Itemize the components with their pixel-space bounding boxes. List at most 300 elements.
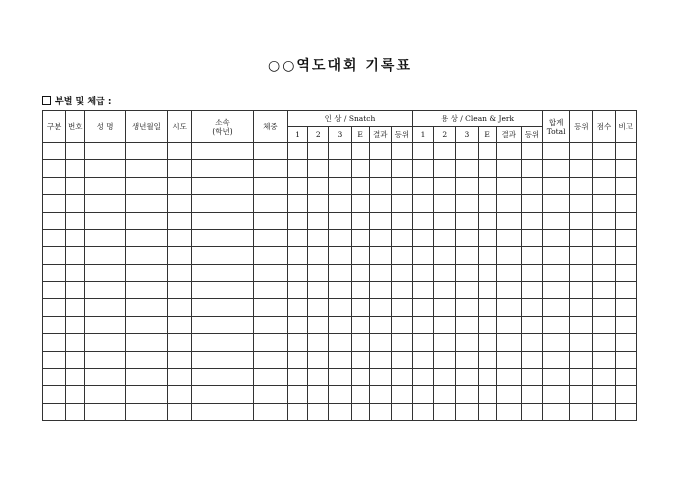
table-cell[interactable] [391, 386, 412, 403]
table-cell[interactable] [66, 160, 85, 177]
table-cell[interactable] [543, 282, 570, 299]
table-cell[interactable] [412, 264, 433, 281]
table-cell[interactable] [434, 334, 456, 351]
table-cell[interactable] [43, 143, 66, 160]
table-cell[interactable] [168, 264, 192, 281]
table-cell[interactable] [85, 177, 125, 194]
table-cell[interactable] [412, 403, 433, 420]
table-cell[interactable] [253, 282, 287, 299]
table-cell[interactable] [478, 282, 496, 299]
table-cell[interactable] [593, 316, 615, 333]
table-cell[interactable] [85, 195, 125, 212]
table-cell[interactable] [615, 386, 636, 403]
table-cell[interactable] [192, 264, 254, 281]
table-cell[interactable] [478, 316, 496, 333]
table-cell[interactable] [308, 143, 329, 160]
table-cell[interactable] [478, 299, 496, 316]
table-cell[interactable] [521, 334, 542, 351]
table-cell[interactable] [478, 351, 496, 368]
table-cell[interactable] [308, 386, 329, 403]
table-cell[interactable] [570, 160, 593, 177]
table-cell[interactable] [456, 247, 478, 264]
table-cell[interactable] [478, 264, 496, 281]
table-cell[interactable] [615, 229, 636, 246]
table-cell[interactable] [329, 177, 351, 194]
table-cell[interactable] [615, 247, 636, 264]
table-cell[interactable] [496, 403, 521, 420]
table-cell[interactable] [192, 160, 254, 177]
table-cell[interactable] [329, 351, 351, 368]
table-cell[interactable] [456, 386, 478, 403]
table-cell[interactable] [570, 299, 593, 316]
table-cell[interactable] [496, 229, 521, 246]
table-cell[interactable] [369, 403, 391, 420]
table-cell[interactable] [288, 160, 308, 177]
table-cell[interactable] [329, 264, 351, 281]
table-cell[interactable] [43, 386, 66, 403]
table-cell[interactable] [456, 195, 478, 212]
table-cell[interactable] [391, 351, 412, 368]
table-cell[interactable] [478, 212, 496, 229]
table-cell[interactable] [351, 351, 369, 368]
table-cell[interactable] [456, 368, 478, 385]
table-cell[interactable] [308, 195, 329, 212]
table-cell[interactable] [521, 247, 542, 264]
table-cell[interactable] [351, 386, 369, 403]
table-cell[interactable] [351, 282, 369, 299]
table-cell[interactable] [308, 160, 329, 177]
table-cell[interactable] [253, 247, 287, 264]
table-cell[interactable] [593, 403, 615, 420]
table-cell[interactable] [456, 316, 478, 333]
table-cell[interactable] [125, 212, 167, 229]
table-cell[interactable] [125, 229, 167, 246]
table-cell[interactable] [496, 368, 521, 385]
table-cell[interactable] [329, 299, 351, 316]
table-cell[interactable] [192, 403, 254, 420]
table-cell[interactable] [125, 143, 167, 160]
table-cell[interactable] [43, 351, 66, 368]
table-cell[interactable] [434, 160, 456, 177]
table-cell[interactable] [593, 247, 615, 264]
table-cell[interactable] [192, 195, 254, 212]
table-cell[interactable] [66, 212, 85, 229]
table-cell[interactable] [43, 368, 66, 385]
table-cell[interactable] [369, 247, 391, 264]
table-cell[interactable] [308, 299, 329, 316]
table-cell[interactable] [125, 247, 167, 264]
table-cell[interactable] [329, 282, 351, 299]
table-cell[interactable] [615, 212, 636, 229]
table-cell[interactable] [66, 316, 85, 333]
table-cell[interactable] [478, 143, 496, 160]
table-cell[interactable] [253, 316, 287, 333]
table-cell[interactable] [329, 247, 351, 264]
table-cell[interactable] [369, 386, 391, 403]
table-cell[interactable] [615, 177, 636, 194]
table-cell[interactable] [593, 282, 615, 299]
table-cell[interactable] [412, 316, 433, 333]
table-cell[interactable] [412, 195, 433, 212]
table-cell[interactable] [125, 386, 167, 403]
table-cell[interactable] [253, 299, 287, 316]
table-cell[interactable] [570, 368, 593, 385]
table-cell[interactable] [593, 368, 615, 385]
table-cell[interactable] [85, 143, 125, 160]
table-cell[interactable] [412, 177, 433, 194]
table-cell[interactable] [570, 229, 593, 246]
table-cell[interactable] [391, 212, 412, 229]
table-cell[interactable] [125, 282, 167, 299]
table-cell[interactable] [43, 316, 66, 333]
table-cell[interactable] [369, 334, 391, 351]
table-cell[interactable] [615, 195, 636, 212]
table-cell[interactable] [43, 403, 66, 420]
table-cell[interactable] [434, 282, 456, 299]
table-cell[interactable] [66, 334, 85, 351]
table-cell[interactable] [478, 247, 496, 264]
table-cell[interactable] [521, 368, 542, 385]
table-cell[interactable] [308, 282, 329, 299]
table-cell[interactable] [329, 368, 351, 385]
table-cell[interactable] [168, 316, 192, 333]
table-cell[interactable] [456, 177, 478, 194]
table-cell[interactable] [329, 316, 351, 333]
table-cell[interactable] [125, 195, 167, 212]
table-cell[interactable] [543, 247, 570, 264]
table-cell[interactable] [308, 229, 329, 246]
table-cell[interactable] [66, 247, 85, 264]
table-cell[interactable] [456, 160, 478, 177]
table-cell[interactable] [66, 282, 85, 299]
table-cell[interactable] [543, 143, 570, 160]
table-cell[interactable] [168, 386, 192, 403]
table-cell[interactable] [434, 143, 456, 160]
table-cell[interactable] [43, 160, 66, 177]
table-cell[interactable] [168, 177, 192, 194]
table-cell[interactable] [615, 264, 636, 281]
table-cell[interactable] [253, 160, 287, 177]
table-cell[interactable] [496, 177, 521, 194]
table-cell[interactable] [329, 195, 351, 212]
table-cell[interactable] [412, 160, 433, 177]
table-cell[interactable] [543, 351, 570, 368]
table-cell[interactable] [288, 143, 308, 160]
table-cell[interactable] [496, 264, 521, 281]
table-cell[interactable] [521, 195, 542, 212]
table-cell[interactable] [288, 368, 308, 385]
table-cell[interactable] [593, 299, 615, 316]
table-cell[interactable] [288, 229, 308, 246]
table-cell[interactable] [543, 264, 570, 281]
table-cell[interactable] [253, 351, 287, 368]
table-cell[interactable] [66, 351, 85, 368]
table-cell[interactable] [43, 264, 66, 281]
table-cell[interactable] [253, 177, 287, 194]
table-cell[interactable] [308, 247, 329, 264]
table-cell[interactable] [456, 351, 478, 368]
table-cell[interactable] [168, 212, 192, 229]
table-cell[interactable] [521, 229, 542, 246]
table-cell[interactable] [615, 334, 636, 351]
table-cell[interactable] [593, 212, 615, 229]
table-cell[interactable] [253, 195, 287, 212]
table-cell[interactable] [66, 143, 85, 160]
table-cell[interactable] [412, 212, 433, 229]
table-cell[interactable] [593, 229, 615, 246]
table-cell[interactable] [308, 351, 329, 368]
table-cell[interactable] [391, 334, 412, 351]
table-cell[interactable] [412, 247, 433, 264]
table-cell[interactable] [456, 229, 478, 246]
table-cell[interactable] [615, 316, 636, 333]
table-cell[interactable] [412, 282, 433, 299]
table-cell[interactable] [615, 351, 636, 368]
table-cell[interactable] [521, 264, 542, 281]
table-cell[interactable] [478, 334, 496, 351]
table-cell[interactable] [570, 351, 593, 368]
table-cell[interactable] [543, 386, 570, 403]
table-cell[interactable] [66, 229, 85, 246]
table-cell[interactable] [351, 299, 369, 316]
table-cell[interactable] [434, 229, 456, 246]
table-cell[interactable] [521, 386, 542, 403]
table-cell[interactable] [308, 264, 329, 281]
table-cell[interactable] [308, 316, 329, 333]
table-cell[interactable] [570, 334, 593, 351]
table-cell[interactable] [521, 177, 542, 194]
table-cell[interactable] [615, 299, 636, 316]
table-cell[interactable] [543, 368, 570, 385]
table-cell[interactable] [168, 299, 192, 316]
table-cell[interactable] [391, 143, 412, 160]
table-cell[interactable] [351, 403, 369, 420]
table-cell[interactable] [85, 386, 125, 403]
table-cell[interactable] [434, 368, 456, 385]
table-cell[interactable] [168, 282, 192, 299]
table-cell[interactable] [496, 195, 521, 212]
table-cell[interactable] [288, 351, 308, 368]
table-cell[interactable] [351, 195, 369, 212]
table-cell[interactable] [85, 229, 125, 246]
table-cell[interactable] [288, 247, 308, 264]
table-cell[interactable] [570, 212, 593, 229]
table-cell[interactable] [168, 403, 192, 420]
table-cell[interactable] [351, 264, 369, 281]
table-cell[interactable] [543, 316, 570, 333]
table-cell[interactable] [351, 160, 369, 177]
table-cell[interactable] [543, 160, 570, 177]
table-cell[interactable] [351, 177, 369, 194]
table-cell[interactable] [391, 368, 412, 385]
table-cell[interactable] [288, 403, 308, 420]
table-cell[interactable] [308, 177, 329, 194]
table-cell[interactable] [543, 229, 570, 246]
table-cell[interactable] [168, 143, 192, 160]
table-cell[interactable] [85, 403, 125, 420]
table-cell[interactable] [593, 177, 615, 194]
table-cell[interactable] [168, 160, 192, 177]
table-cell[interactable] [288, 177, 308, 194]
table-cell[interactable] [543, 177, 570, 194]
table-cell[interactable] [521, 212, 542, 229]
table-cell[interactable] [253, 143, 287, 160]
table-cell[interactable] [543, 195, 570, 212]
table-cell[interactable] [478, 403, 496, 420]
table-cell[interactable] [543, 403, 570, 420]
table-cell[interactable] [521, 351, 542, 368]
table-cell[interactable] [570, 264, 593, 281]
table-cell[interactable] [615, 403, 636, 420]
table-cell[interactable] [288, 282, 308, 299]
table-cell[interactable] [192, 247, 254, 264]
table-cell[interactable] [369, 177, 391, 194]
table-cell[interactable] [168, 368, 192, 385]
table-cell[interactable] [168, 229, 192, 246]
table-cell[interactable] [351, 143, 369, 160]
table-cell[interactable] [66, 264, 85, 281]
table-cell[interactable] [288, 386, 308, 403]
table-cell[interactable] [478, 368, 496, 385]
table-cell[interactable] [192, 229, 254, 246]
table-cell[interactable] [391, 177, 412, 194]
table-cell[interactable] [329, 143, 351, 160]
table-cell[interactable] [308, 212, 329, 229]
table-cell[interactable] [66, 403, 85, 420]
table-cell[interactable] [288, 212, 308, 229]
table-cell[interactable] [369, 316, 391, 333]
table-cell[interactable] [192, 177, 254, 194]
table-cell[interactable] [391, 403, 412, 420]
table-cell[interactable] [329, 386, 351, 403]
table-cell[interactable] [615, 160, 636, 177]
table-cell[interactable] [434, 195, 456, 212]
table-cell[interactable] [521, 403, 542, 420]
table-cell[interactable] [434, 247, 456, 264]
table-cell[interactable] [351, 212, 369, 229]
table-cell[interactable] [308, 403, 329, 420]
table-cell[interactable] [391, 264, 412, 281]
table-cell[interactable] [615, 143, 636, 160]
table-cell[interactable] [43, 247, 66, 264]
table-cell[interactable] [570, 247, 593, 264]
table-cell[interactable] [369, 351, 391, 368]
table-cell[interactable] [478, 160, 496, 177]
table-cell[interactable] [192, 316, 254, 333]
table-cell[interactable] [288, 299, 308, 316]
table-cell[interactable] [521, 282, 542, 299]
table-cell[interactable] [351, 316, 369, 333]
table-cell[interactable] [85, 264, 125, 281]
table-cell[interactable] [570, 195, 593, 212]
table-cell[interactable] [615, 368, 636, 385]
table-cell[interactable] [192, 334, 254, 351]
table-cell[interactable] [496, 386, 521, 403]
table-cell[interactable] [369, 229, 391, 246]
table-cell[interactable] [351, 247, 369, 264]
table-cell[interactable] [125, 351, 167, 368]
table-cell[interactable] [253, 368, 287, 385]
table-cell[interactable] [593, 386, 615, 403]
table-cell[interactable] [615, 282, 636, 299]
table-cell[interactable] [192, 351, 254, 368]
table-cell[interactable] [369, 282, 391, 299]
table-cell[interactable] [391, 282, 412, 299]
table-cell[interactable] [456, 403, 478, 420]
table-cell[interactable] [85, 282, 125, 299]
table-cell[interactable] [412, 143, 433, 160]
table-cell[interactable] [543, 299, 570, 316]
table-cell[interactable] [496, 160, 521, 177]
table-cell[interactable] [391, 299, 412, 316]
table-cell[interactable] [434, 264, 456, 281]
table-cell[interactable] [288, 334, 308, 351]
table-cell[interactable] [253, 229, 287, 246]
table-cell[interactable] [593, 160, 615, 177]
table-cell[interactable] [456, 282, 478, 299]
table-cell[interactable] [496, 212, 521, 229]
table-cell[interactable] [369, 160, 391, 177]
table-cell[interactable] [434, 299, 456, 316]
table-cell[interactable] [168, 334, 192, 351]
table-cell[interactable] [125, 368, 167, 385]
table-cell[interactable] [412, 299, 433, 316]
table-cell[interactable] [288, 264, 308, 281]
table-cell[interactable] [570, 143, 593, 160]
table-cell[interactable] [125, 316, 167, 333]
table-cell[interactable] [521, 316, 542, 333]
table-cell[interactable] [391, 160, 412, 177]
table-cell[interactable] [66, 299, 85, 316]
table-cell[interactable] [85, 212, 125, 229]
table-cell[interactable] [593, 195, 615, 212]
table-cell[interactable] [85, 299, 125, 316]
table-cell[interactable] [593, 334, 615, 351]
table-cell[interactable] [329, 160, 351, 177]
table-cell[interactable] [456, 334, 478, 351]
table-cell[interactable] [434, 403, 456, 420]
table-cell[interactable] [192, 282, 254, 299]
table-cell[interactable] [478, 229, 496, 246]
table-cell[interactable] [329, 212, 351, 229]
table-cell[interactable] [521, 299, 542, 316]
table-cell[interactable] [85, 247, 125, 264]
table-cell[interactable] [253, 212, 287, 229]
table-cell[interactable] [369, 264, 391, 281]
table-cell[interactable] [391, 229, 412, 246]
table-cell[interactable] [496, 282, 521, 299]
table-cell[interactable] [125, 160, 167, 177]
table-cell[interactable] [168, 195, 192, 212]
table-cell[interactable] [125, 177, 167, 194]
table-cell[interactable] [288, 195, 308, 212]
table-cell[interactable] [43, 282, 66, 299]
table-cell[interactable] [434, 316, 456, 333]
table-cell[interactable] [412, 334, 433, 351]
table-cell[interactable] [308, 334, 329, 351]
table-cell[interactable] [66, 386, 85, 403]
table-cell[interactable] [496, 247, 521, 264]
table-cell[interactable] [351, 229, 369, 246]
table-cell[interactable] [412, 229, 433, 246]
table-cell[interactable] [456, 143, 478, 160]
table-cell[interactable] [570, 403, 593, 420]
table-cell[interactable] [192, 368, 254, 385]
table-cell[interactable] [329, 403, 351, 420]
table-cell[interactable] [351, 368, 369, 385]
table-cell[interactable] [43, 195, 66, 212]
table-cell[interactable] [85, 368, 125, 385]
